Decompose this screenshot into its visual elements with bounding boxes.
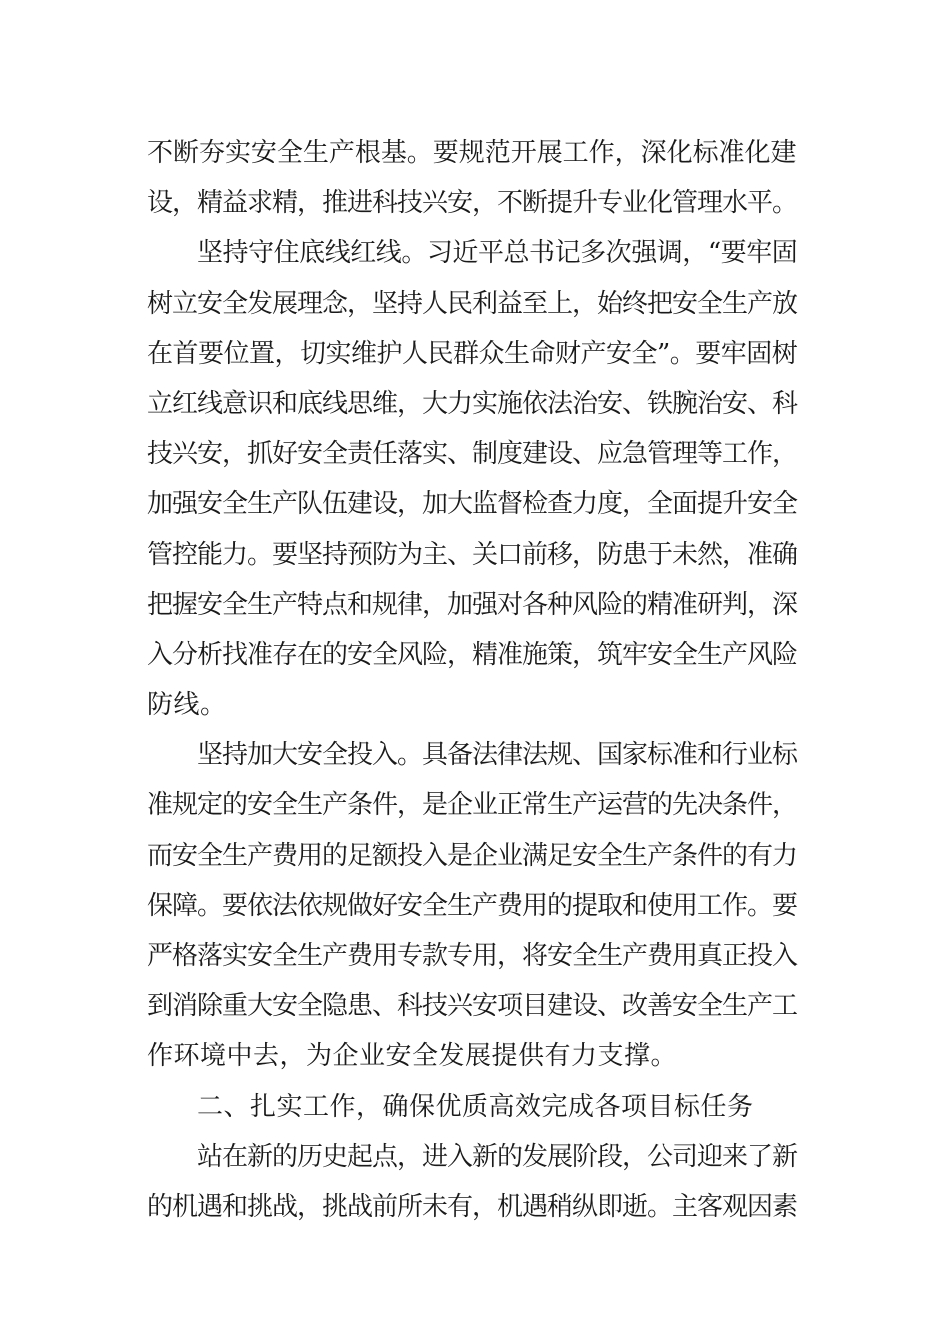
- text-line: 不断夯实安全生产根基。要规范开展工作，深化标准化建: [147, 138, 797, 168]
- text-line: 保障。要依法依规做好安全生产费用的提取和使用工作。要: [147, 890, 798, 921]
- text-line: 技兴安，抓好安全责任落实、制度建设、应急管理等工作，: [147, 439, 798, 470]
- text-line: 到消除重大安全隐患、科技兴安项目建设、改善安全生产工: [147, 991, 798, 1022]
- text-line: 立红线意识和底线思维，大力实施依法治安、铁腕治安、科: [147, 388, 798, 419]
- section-heading: 二、扎实工作，确保优质高效完成各项目标任务: [197, 1091, 754, 1122]
- text-line: 管控能力。要坚持预防为主、关口前移，防患于未然，准确: [147, 539, 798, 570]
- text-line: 防线。: [147, 690, 227, 721]
- text-line: 入分析找准存在的安全风险，精准施策，筑牢安全生产风险: [147, 639, 798, 670]
- text-line: 作环境中去，为企业安全发展提供有力支撑。: [147, 1041, 678, 1072]
- text-line: 把握安全生产特点和规律，加强对各种风险的精准研判，深: [147, 589, 798, 620]
- paragraph-heading-line: 坚持加大安全投入。具备法律法规、国家标准和行业标: [197, 740, 798, 771]
- document-body: [147, 128, 797, 1232]
- text-line: 的机遇和挑战，挑战前所未有，机遇稍纵即逝。主客观因素: [147, 1191, 798, 1222]
- text-line: 加强安全生产队伍建设，加大监督检查力度，全面提升安全: [147, 489, 798, 520]
- paragraph-first-line: 站在新的历史起点，进入新的发展阶段，公司迎来了新: [197, 1141, 798, 1172]
- text-line: 准规定的安全生产条件，是企业正常生产运营的先决条件，: [147, 790, 798, 821]
- text-line: 设，精益求精，推进科技兴安，不断提升专业化管理水平。: [147, 188, 798, 219]
- paragraph-heading-line: 坚持守住底线红线。习近平总书记多次强调，“要牢固: [197, 238, 798, 269]
- text-line: 树立安全发展理念，坚持人民利益至上，始终把安全生产放: [147, 288, 798, 319]
- text-line: 严格落实安全生产费用专款专用，将安全生产费用真正投入: [147, 941, 798, 971]
- text-line: 而安全生产费用的足额投入是企业满足安全生产条件的有力: [147, 840, 798, 871]
- text-line: 在首要位置，切实维护人民群众生命财产安全”。要牢固树: [147, 338, 798, 369]
